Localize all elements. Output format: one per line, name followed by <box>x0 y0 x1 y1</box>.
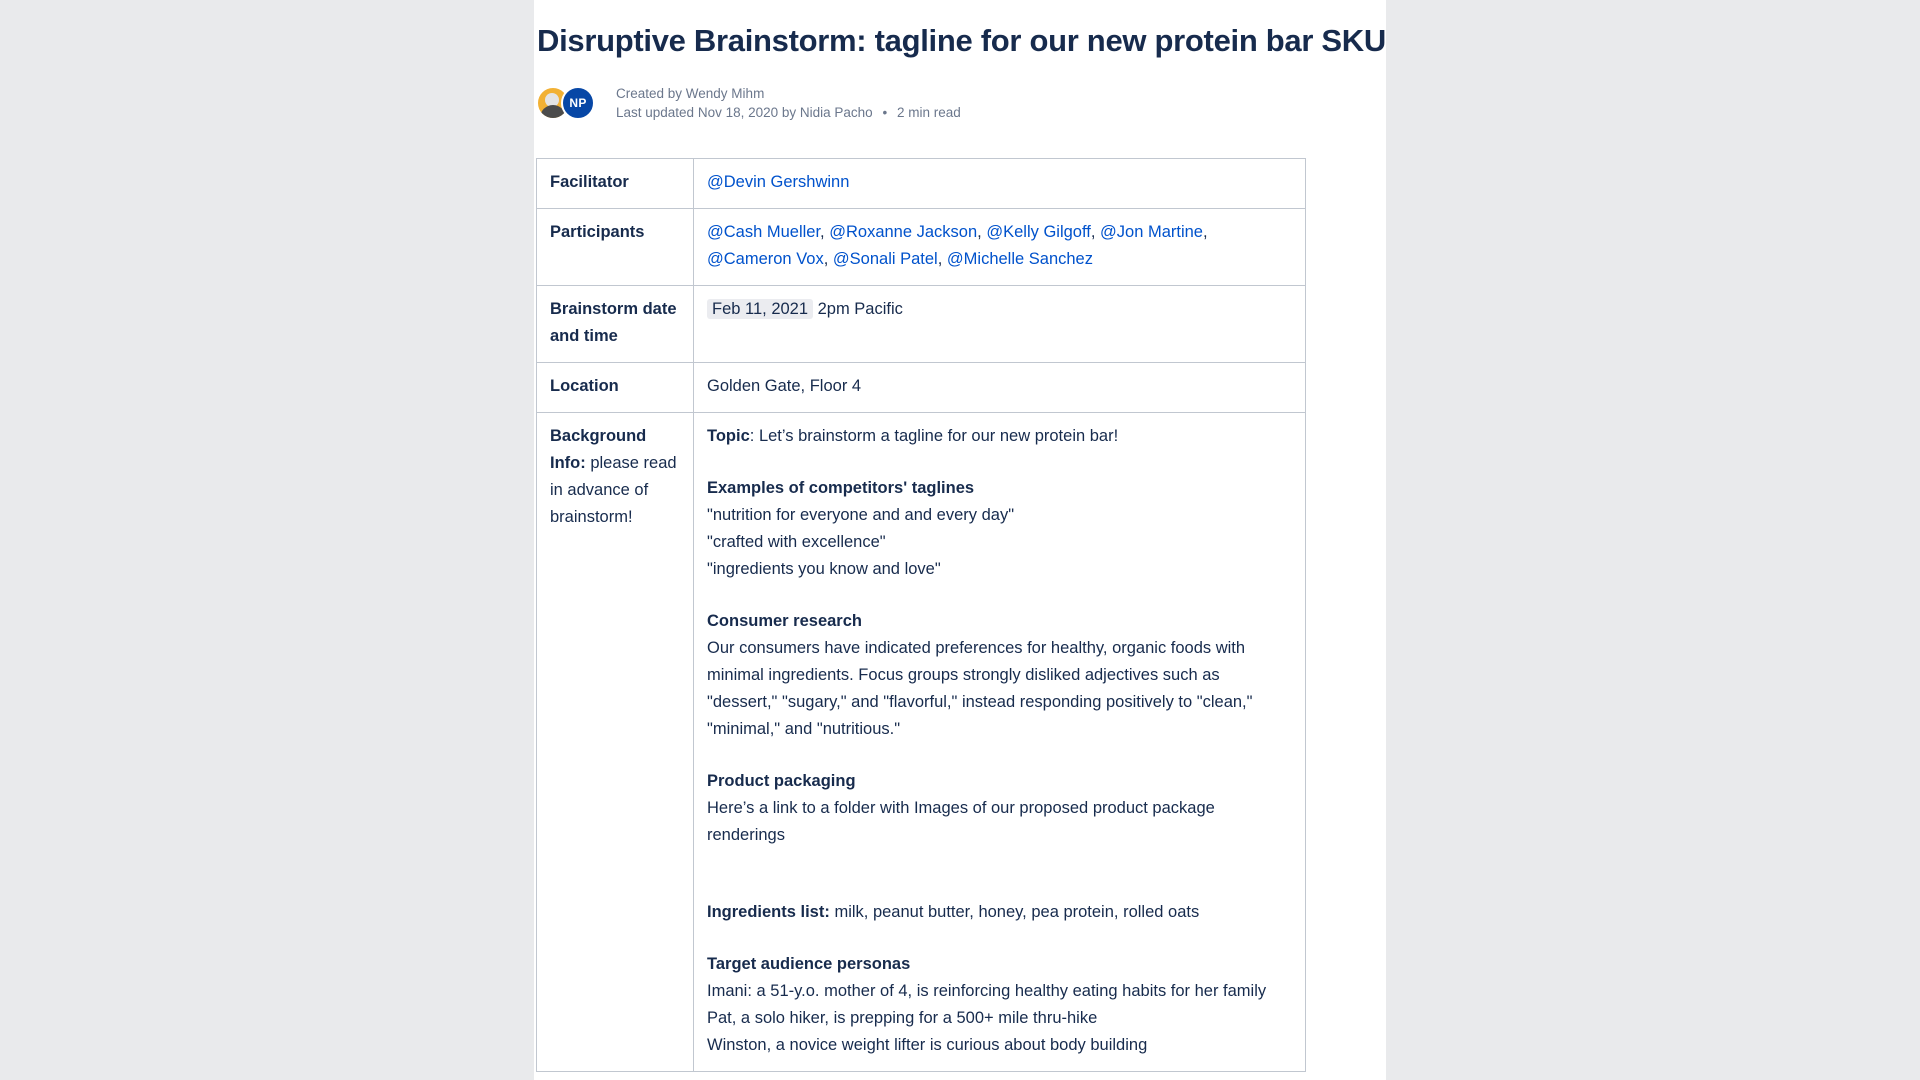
location-value: Golden Gate, Floor 4 <box>694 363 1306 413</box>
mention-separator: , <box>937 250 943 268</box>
mention-link[interactable]: @Cash Mueller <box>707 223 821 241</box>
avatar-group <box>536 86 608 120</box>
read-time: 2 min read <box>896 105 961 120</box>
persona-line: Imani: a 51-y.o. mother of 4, is reinforcing healthy eating habits for her family <box>707 982 1267 1000</box>
background-label-bold: Background Info: <box>550 427 647 472</box>
background-label-normal: please read in advance of brainstorm! <box>550 454 677 526</box>
competitor-line: "nutrition for everyone and and every day" <box>707 506 1015 524</box>
topic-line <box>707 423 1292 450</box>
persona-line: Pat, a solo hiker, is prepping for a 500+ mile thru-hike <box>707 1009 1098 1027</box>
spacer <box>707 743 1292 768</box>
table-row <box>537 413 1306 1072</box>
document-page <box>534 0 1386 1080</box>
table-row <box>537 363 1306 413</box>
packaging-text: Here’s a link to a folder with Images of our proposed product package renderings <box>707 799 1215 844</box>
ingredients-text: milk, peanut butter, honey, pea protein, rolled oats <box>829 903 1200 921</box>
mention-separator: , <box>977 223 982 241</box>
ingredients-label: Ingredients list: <box>707 903 830 921</box>
location-label: Location <box>537 363 694 413</box>
avatar-initials: NP <box>561 86 595 120</box>
mention-link[interactable]: @Sonali Patel <box>832 250 938 268</box>
research-text: Our consumers have indicated preferences for healthy, organic foods with minimal ingredients. Focus groups strongly disliked adjectives such as "dessert," "sugary," and "flavorful," instead responding positively to "clean," "minimal," and "nutritious." <box>707 639 1253 738</box>
mention-link[interactable]: @Roxanne Jackson <box>829 223 978 241</box>
meeting-details-table <box>536 158 1306 1072</box>
mention-separator: , <box>1203 223 1208 241</box>
last-updated: Last updated Nov 18, 2020 by Nidia Pacho <box>616 105 873 120</box>
mention-link[interactable]: @Michelle Sanchez <box>946 250 1093 268</box>
table-row <box>537 286 1306 363</box>
facilitator-label: Facilitator <box>537 159 694 209</box>
mention-separator: , <box>823 250 829 268</box>
ingredients-line <box>707 899 1292 926</box>
table-row <box>537 209 1306 286</box>
spacer <box>707 849 1292 874</box>
competitor-line: "crafted with excellence" <box>707 533 886 551</box>
topic-text: : Let’s brainstorm a tagline for our new protein bar! <box>749 427 1119 445</box>
competitors-heading: Examples of competitors' taglines <box>707 479 975 497</box>
packaging-heading: Product packaging <box>707 772 856 790</box>
participants-label: Participants <box>537 209 694 286</box>
mention-link[interactable]: @Kelly Gilgoff <box>986 223 1091 241</box>
background-label <box>537 413 694 1072</box>
background-content <box>694 413 1306 1072</box>
mention-separator: , <box>1090 223 1096 241</box>
mention-link[interactable]: @Cameron Vox <box>707 250 824 268</box>
mention-link[interactable]: @Devin Gershwinn <box>707 173 850 191</box>
datetime-label: Brainstorm date and time <box>537 286 694 363</box>
byline-text <box>616 84 961 122</box>
competitor-line: "ingredients you know and love" <box>707 560 941 578</box>
mention-separator: , <box>820 223 825 241</box>
research-heading: Consumer research <box>707 612 862 630</box>
spacer <box>707 874 1292 899</box>
datetime-value <box>694 286 1306 363</box>
byline-separator: • <box>882 105 888 120</box>
page-title: Disruptive Brainstorm: tagline for our new protein bar SKU <box>537 23 1386 58</box>
topic-label: Topic <box>707 427 750 445</box>
time-text: 2pm Pacific <box>817 300 903 318</box>
table-row <box>537 159 1306 209</box>
facilitator-value <box>694 159 1306 209</box>
date-chip[interactable]: Feb 11, 2021 <box>707 299 813 319</box>
created-by: Created by Wendy Mihm <box>616 86 765 101</box>
personas-heading: Target audience personas <box>707 955 911 973</box>
spacer <box>707 926 1292 951</box>
spacer <box>707 450 1292 475</box>
mention-link[interactable]: @Jon Martine <box>1100 223 1203 241</box>
spacer <box>707 583 1292 608</box>
persona-line: Winston, a novice weight lifter is curious about body building <box>707 1036 1148 1054</box>
participants-value <box>694 209 1306 286</box>
byline <box>536 84 1386 122</box>
